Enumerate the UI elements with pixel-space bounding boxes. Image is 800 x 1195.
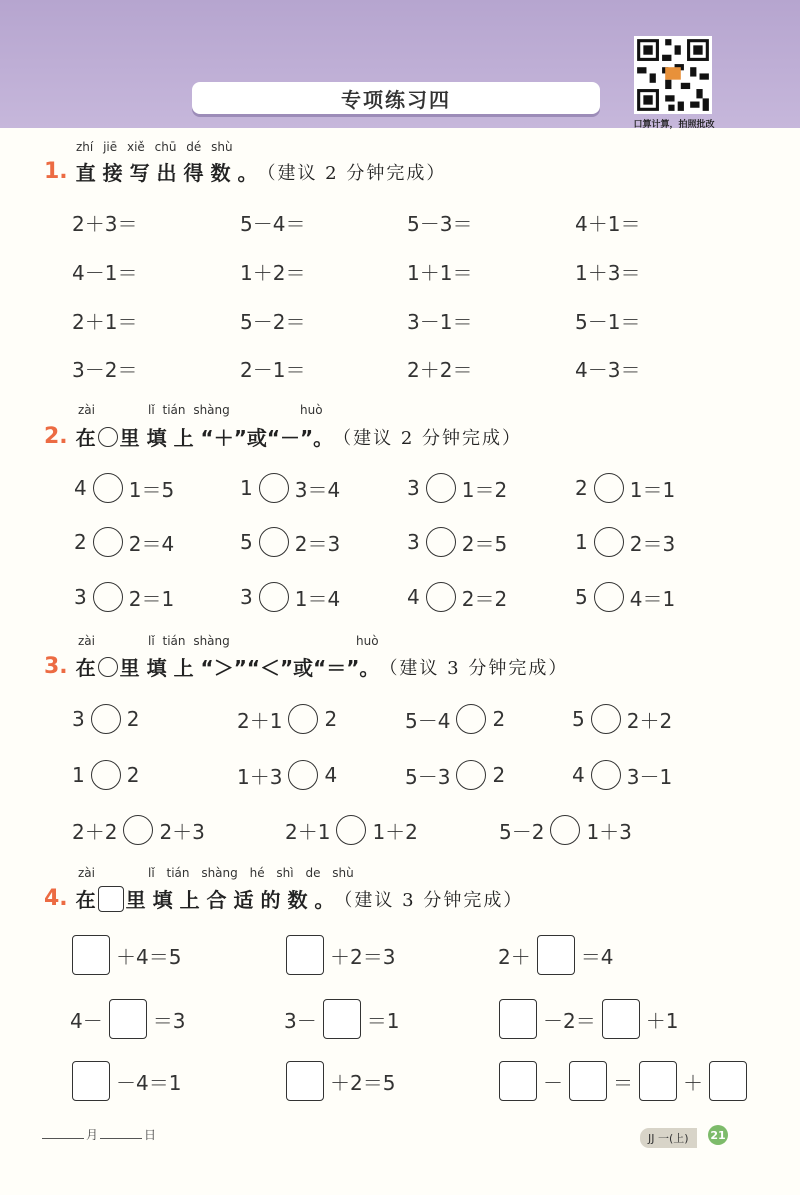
q2-item: 5 4＝1 [575, 582, 675, 612]
q2-item: 3 1＝2 [407, 473, 507, 503]
q2-pinyin-zai: zài [78, 403, 95, 417]
q1-item: 1＋1＝ [407, 261, 473, 285]
answer-box[interactable] [602, 999, 640, 1039]
qr-code-icon [634, 36, 712, 114]
q4-pinyin-mid: lǐ tián shàng hé shì de shù [148, 866, 354, 880]
q3-item: 5－4 2 [405, 704, 505, 734]
q4-item: －4＝1 [66, 1061, 181, 1101]
answer-circle[interactable] [93, 582, 123, 612]
q4-item: ＋2＝5 [280, 1061, 395, 1101]
q4-item: － ＝ ＋ [493, 1061, 753, 1101]
q2-item: 1 2＝3 [575, 527, 675, 557]
q4-item: ＋2＝3 [280, 935, 395, 975]
answer-circle[interactable] [550, 815, 580, 845]
answer-circle[interactable] [288, 704, 318, 734]
q1-item: 5－3＝ [407, 212, 473, 236]
q3-item: 5－2 1＋3 [499, 815, 632, 845]
q4-item: 2＋ ＝4 [498, 935, 613, 975]
q3-pinyin-huo: huò [356, 634, 379, 648]
answer-box[interactable] [109, 999, 147, 1039]
q2-item: 1 3＝4 [240, 473, 340, 503]
answer-box[interactable] [639, 1061, 677, 1101]
answer-circle[interactable] [91, 760, 121, 790]
answer-box[interactable] [499, 999, 537, 1039]
answer-circle[interactable] [288, 760, 318, 790]
answer-box[interactable] [499, 1061, 537, 1101]
q4-title: 4. 在 里 填 上 合 适 的 数 。 （建议 3 分钟完成） [44, 886, 524, 912]
q2-pinyin-mid: lǐ tián shàng [148, 403, 230, 417]
qr-caption: 口算计算，拍照批改 [633, 120, 715, 130]
q1-item: 4－3＝ [575, 358, 641, 382]
q1-item: 2＋1＝ [72, 310, 138, 334]
q1-item: 5－2＝ [240, 310, 306, 334]
answer-circle[interactable] [594, 527, 624, 557]
q1-item: 2－1＝ [240, 358, 306, 382]
square-blank-icon [98, 886, 124, 912]
q1-item: 5－1＝ [575, 310, 641, 334]
q2-item: 3 2＝1 [74, 582, 174, 612]
q1-pinyin: zhí jiē xiě chū dé shù [76, 140, 233, 154]
q2-pinyin-huo: huò [300, 403, 323, 417]
page-number: 21 [708, 1125, 728, 1145]
answer-circle[interactable] [591, 704, 621, 734]
q3-item: 2＋2 2＋3 [72, 815, 205, 845]
q4-item: ＋4＝5 [66, 935, 181, 975]
book-tag: JJ 一(上) [640, 1128, 697, 1148]
q3-pinyin-mid: lǐ tián shàng [148, 634, 230, 648]
answer-circle[interactable] [91, 704, 121, 734]
title-box [192, 82, 600, 114]
circle-blank-icon [98, 657, 118, 677]
q2-item: 5 2＝3 [240, 527, 340, 557]
answer-box[interactable] [72, 935, 110, 975]
answer-box[interactable] [569, 1061, 607, 1101]
q1-title: 1. 直 接 写 出 得 数 。 （建议 2 分钟完成） [44, 159, 447, 185]
q3-item: 5 2＋2 [572, 704, 672, 734]
q3-item: 2＋1 1＋2 [285, 815, 418, 845]
page-title: 专项练习四 [341, 87, 451, 112]
q2-item: 4 1＝5 [74, 473, 174, 503]
q4-pinyin-zai: zài [78, 866, 95, 880]
answer-circle[interactable] [456, 704, 486, 734]
month-line[interactable] [42, 1138, 84, 1139]
q2-title: 2. 在 里 填 上 “＋”或“－”。 （建议 2 分钟完成） [44, 424, 523, 450]
q2-item: 3 2＝5 [407, 527, 507, 557]
q2-item: 2 1＝1 [575, 473, 675, 503]
q1-item: 4－1＝ [72, 261, 138, 285]
answer-box[interactable] [286, 935, 324, 975]
answer-circle[interactable] [426, 582, 456, 612]
q3-item: 1＋3 4 [237, 760, 337, 790]
q1-item: 5－4＝ [240, 212, 306, 236]
q3-item: 2＋1 2 [237, 704, 337, 734]
q4-item: －2＝ ＋1 [493, 999, 678, 1039]
answer-circle[interactable] [93, 527, 123, 557]
date-field: 月 日 [40, 1126, 156, 1143]
day-line[interactable] [100, 1138, 142, 1139]
q2-item: 4 2＝2 [407, 582, 507, 612]
answer-circle[interactable] [259, 527, 289, 557]
answer-box[interactable] [323, 999, 361, 1039]
answer-circle[interactable] [123, 815, 153, 845]
q1-item: 2＋2＝ [407, 358, 473, 382]
answer-box[interactable] [537, 935, 575, 975]
answer-box[interactable] [709, 1061, 747, 1101]
q3-item: 4 3－1 [572, 760, 672, 790]
answer-circle[interactable] [594, 582, 624, 612]
q3-pinyin-zai: zài [78, 634, 95, 648]
answer-circle[interactable] [93, 473, 123, 503]
answer-circle[interactable] [426, 473, 456, 503]
q1-item: 2＋3＝ [72, 212, 138, 236]
answer-circle[interactable] [456, 760, 486, 790]
q1-item: 4＋1＝ [575, 212, 641, 236]
answer-box[interactable] [286, 1061, 324, 1101]
q3-item: 3 2 [72, 704, 139, 734]
q2-item: 3 1＝4 [240, 582, 340, 612]
q1-item: 1＋2＝ [240, 261, 306, 285]
answer-box[interactable] [72, 1061, 110, 1101]
q3-item: 1 2 [72, 760, 139, 790]
answer-circle[interactable] [426, 527, 456, 557]
circle-blank-icon [98, 427, 118, 447]
q4-item: 3－ ＝1 [284, 999, 399, 1039]
q2-item: 2 2＝4 [74, 527, 174, 557]
answer-circle[interactable] [336, 815, 366, 845]
q3-title: 3. 在 里 填 上 “＞”“＜”或“＝”。 （建议 3 分钟完成） [44, 654, 569, 680]
answer-circle[interactable] [259, 473, 289, 503]
answer-circle[interactable] [594, 473, 624, 503]
q3-item: 5－3 2 [405, 760, 505, 790]
q4-item: 4－ ＝3 [70, 999, 185, 1039]
q1-item: 1＋3＝ [575, 261, 641, 285]
answer-circle[interactable] [259, 582, 289, 612]
answer-circle[interactable] [591, 760, 621, 790]
q1-item: 3－2＝ [72, 358, 138, 382]
q1-item: 3－1＝ [407, 310, 473, 334]
